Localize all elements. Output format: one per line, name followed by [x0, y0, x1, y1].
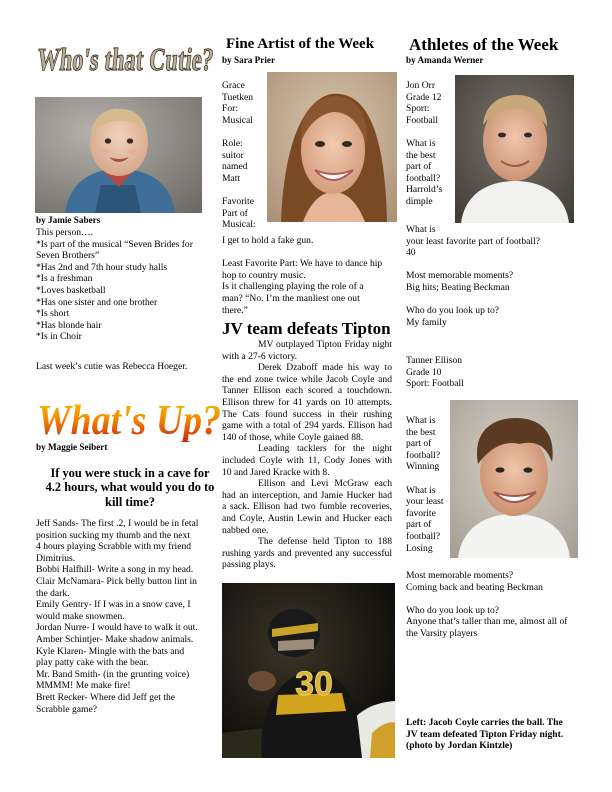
jv-paragraph: Ellison and Levi McGraw each had an interception, and Jamie Hucker had a sack. Ellison had two fumble recoveries, and Coyle, Austin Lewin and Hucker each nabbed one.: [222, 478, 392, 536]
fine-side-line: Grace: [222, 80, 245, 91]
athlete1-side-line: dimple: [406, 195, 433, 207]
cutie-clue: *Loves basketball: [36, 284, 106, 296]
svg-text:Who's that Cutie?: Who's that Cutie?: [38, 41, 218, 77]
answer-line: play patty cake with the bear.: [36, 657, 149, 669]
cutie-clue: *Has blonde hair: [36, 319, 102, 331]
caption-line: JV team defeated Tipton Friday night.: [406, 728, 564, 740]
athlete2-side-line: football?: [406, 449, 441, 461]
fine-side-line: Musical:: [222, 219, 256, 231]
cutie-clue: Seven Brothers”: [36, 250, 100, 262]
athlete2-side-line: football?: [406, 530, 441, 542]
athlete1-side-line: Grade 12: [406, 91, 442, 103]
last-week-cutie: Last week’s cutie was Rebecca Hoeger.: [36, 361, 188, 372]
fine-side-line: Matt: [222, 172, 241, 184]
athlete2-photo: [450, 400, 578, 558]
athlete2-side-line: Losing: [406, 542, 433, 554]
whatsup-byline: by Maggie Seibert: [36, 442, 108, 452]
jv-story: [222, 339, 392, 571]
fine-side-line: [222, 184, 272, 196]
fine-side-line: Favorite: [222, 195, 254, 207]
athlete2-text: [406, 570, 592, 640]
athlete1-side-line: What is: [406, 137, 436, 149]
athlete1-line: Big hits; Beating Beckman: [406, 281, 510, 293]
cutie-clue: *Is in Choir: [36, 331, 82, 343]
whatsup-answers: [36, 518, 228, 715]
athlete1-line: [406, 259, 586, 271]
fine-side-line: named: [222, 161, 248, 173]
athlete2-line: Grade 10: [406, 366, 442, 378]
athlete1-side-line: part of: [406, 161, 432, 173]
jv-headline: JV team defeats Tipton: [222, 319, 391, 338]
fine-artist-text: [222, 235, 422, 316]
athlete1-line: your least favorite part of football?: [406, 235, 540, 247]
fine-side-line: Role:: [222, 137, 243, 149]
jv-paragraph: MV outplayed Tipton Friday night with a 27-6 victory.: [222, 339, 392, 362]
jv-paragraph: The defense held Tipton to 188 rushing yards and prevented any successful passing plays.: [222, 536, 392, 571]
athlete2-answer: Coming back and beating Beckman: [406, 581, 543, 593]
answer-line: Brett Recker- Where did Jeff get the: [36, 691, 176, 703]
fine-side-line: Part of: [222, 207, 248, 219]
fine-artist-byline: by Sara Prier: [222, 55, 276, 65]
fine-line: hop to country music.: [222, 269, 306, 281]
answer-line: Scrabble game?: [36, 703, 97, 715]
athlete2-answer: the Varsity players: [406, 627, 478, 639]
cutie-clue: *Has one sister and one brother: [36, 296, 158, 308]
athlete1-line: 40: [406, 247, 416, 259]
athlete1-side-line: Harrold’s: [406, 184, 443, 196]
answer-line: would make snowmen.: [36, 610, 125, 622]
athlete2-side-line: part of: [406, 438, 432, 450]
caption-line: Left: Jacob Coyle carries the ball. The: [406, 717, 563, 728]
photo-caption: [406, 717, 592, 752]
athlete2-line: Sport: Football: [406, 378, 464, 390]
fine-artist-side: [222, 80, 272, 231]
athlete1-line: [406, 294, 586, 306]
athlete2-answer: Most memorable moments?: [406, 570, 514, 581]
athlete2-side-line: [406, 473, 456, 485]
athlete1-line: Most memorable moments?: [406, 270, 514, 282]
athlete2-side-line: part of: [406, 519, 432, 531]
cutie-logo-art: [38, 34, 218, 82]
athlete2-answer: Anyone that’s taller than me, almost all of: [406, 616, 568, 628]
athlete2-answer: Who do you look up to?: [406, 604, 499, 616]
cutie-clue: *Is part of the musical “Seven Brides for: [36, 238, 193, 250]
athlete1-photo: [455, 75, 574, 223]
cutie-byline: by Jamie Sabers: [36, 215, 101, 225]
answer-line: Jeff Sands- The first .2, I would be in fetal: [36, 518, 199, 529]
fine-line: Is it challenging playing the role of a: [222, 281, 364, 293]
question-line: kill time?: [105, 494, 155, 509]
jersey-number: 30: [295, 665, 333, 703]
whatsup-logo-art: [34, 392, 224, 442]
cutie-baby-photo: [35, 97, 202, 213]
fine-line: [222, 247, 422, 259]
jv-paragraph: Derek Dzaboff made his way to the end zone twice while Jacob Coyle and Tanner Ellison each scored a touchdown. Ellison threw for 41 yards on 10 attempts. The Cats found success in their rushing game with a total of 294 yards. Ellison had 140 of those, while Coyle gained 88.: [222, 362, 392, 443]
fine-line: I get to hold a fake gun.: [222, 235, 314, 246]
athlete2-side-line: the best: [406, 426, 436, 438]
answer-line: the dark.: [36, 587, 70, 599]
whatsup-logo: [34, 392, 224, 442]
cutie-clue: *Has 2nd and 7th hour study halls: [36, 261, 168, 273]
athlete1-line: What is: [406, 224, 436, 235]
athlete1-side-line: football?: [406, 172, 441, 184]
football-action-photo: [222, 583, 395, 758]
answer-line: Dimitrius.: [36, 552, 76, 564]
athlete2-info: [406, 355, 526, 390]
cutie-clue: This person….: [36, 227, 94, 238]
athlete2-side-line: favorite: [406, 507, 436, 519]
fine-artist-photo: [267, 72, 397, 222]
fine-side-line: Musical: [222, 114, 253, 126]
cutie-clue: *Is short: [36, 308, 70, 320]
athlete2-side-line: Winning: [406, 461, 440, 473]
answer-line: Mr. Band Smith- (in the grunting voice): [36, 668, 190, 680]
athlete1-side-line: Jon Orr: [406, 80, 436, 91]
question-line: If you were stuck in a cave for: [50, 466, 210, 480]
answer-line: Emily Gentry- If I was in a snow cave, I: [36, 599, 191, 611]
svg-text:What's Up?: What's Up?: [37, 398, 221, 442]
athlete2-answer: [406, 593, 592, 605]
athlete1-side-line: [406, 126, 456, 138]
athlete2-side: [406, 415, 456, 554]
jv-paragraph: Leading tacklers for the night included Coyle with 11, Cody Jones with 10 and Jared Kracke with 8.: [222, 443, 392, 478]
question-line: 4.2 hours, what would you do to: [45, 480, 215, 495]
athlete1-side: [406, 80, 456, 208]
athlete1-side-line: the best: [406, 149, 436, 161]
athletes-byline: by Amanda Werner: [406, 55, 484, 65]
fine-side-line: suitor: [222, 149, 244, 161]
athlete1-side-line: Football: [406, 114, 438, 126]
athlete1-side-line: Sport:: [406, 103, 430, 115]
answer-line: position sucking my thumb and the next: [36, 529, 191, 541]
caption-line: (photo by Jordan Kintzle): [406, 740, 513, 752]
fine-line: there.”: [222, 304, 248, 316]
athlete1-line: My family: [406, 316, 447, 328]
fine-line: Least Favorite Part: We have to dance hip: [222, 258, 383, 270]
athlete1-line: Who do you look up to?: [406, 305, 499, 317]
answer-line: Amber Schintjer- Make shadow animals.: [36, 633, 194, 645]
athlete2-side-line: What is: [406, 484, 436, 496]
athlete2-side-line: What is: [406, 415, 436, 426]
answer-line: Bobbi Halfhill- Write a song in my head.: [36, 564, 194, 576]
athlete2-side-line: your least: [406, 496, 444, 508]
athlete2-line: Tanner Ellison: [406, 355, 463, 366]
answer-line: Kyle Klaren- Mingle with the bats and: [36, 645, 185, 657]
fine-side-line: [222, 126, 272, 138]
athletes-title: Athletes of the Week: [409, 35, 559, 54]
fine-line: man? “No. I’m the manliest one out: [222, 292, 360, 304]
cutie-logo: [38, 34, 218, 82]
answer-line: 4 hours playing Scrabble with my friend: [36, 541, 192, 553]
fine-side-line: Tuetken: [222, 91, 254, 103]
cutie-clues: [36, 227, 216, 343]
fine-artist-title: Fine Artist of the Week: [226, 36, 375, 52]
answer-line: Clair McNamara- Pick belly button lint in: [36, 575, 197, 587]
athlete1-text: [406, 224, 586, 328]
answer-line: Jordan Nurre- I would have to walk it out.: [36, 622, 198, 634]
answer-line: MMMM! Me make fire!: [36, 680, 131, 692]
cutie-clue: *Is a freshman: [36, 273, 93, 285]
whatsup-question: [36, 466, 224, 509]
fine-side-line: For:: [222, 103, 238, 115]
